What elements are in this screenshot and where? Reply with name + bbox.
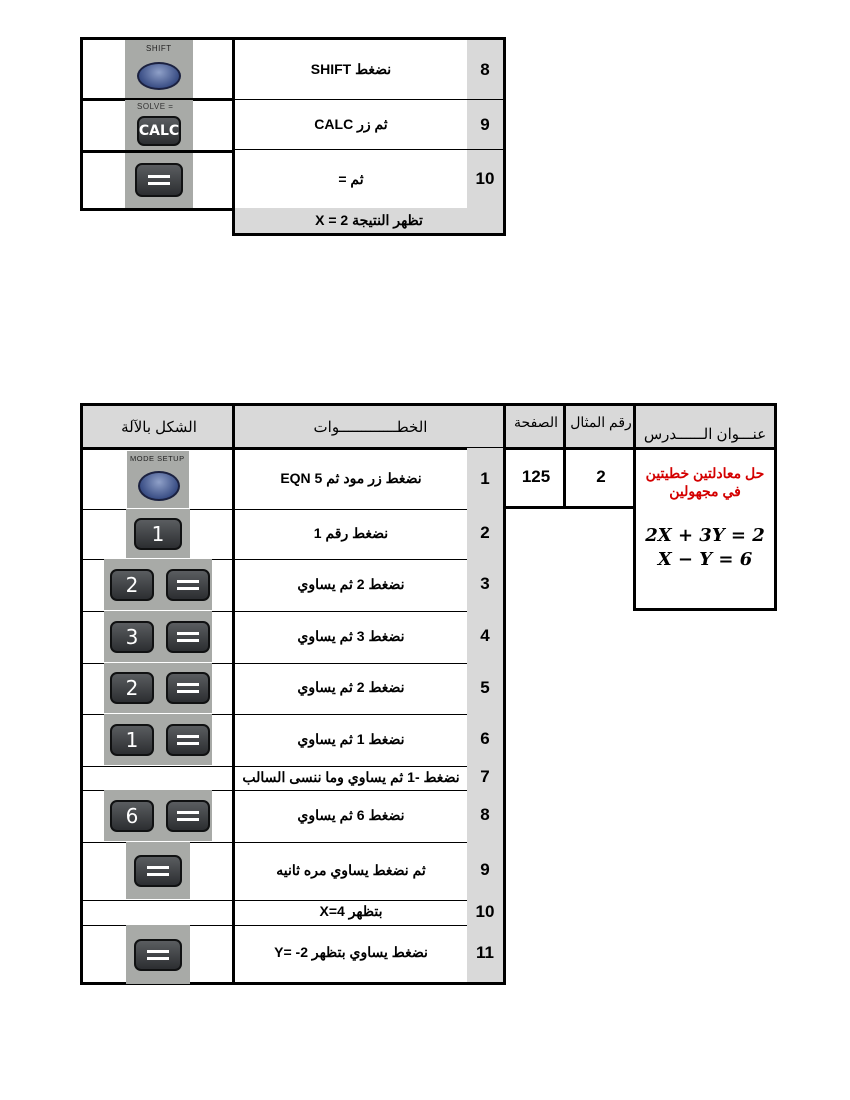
shift-key-icon: SHIFT — [125, 40, 193, 98]
key-2-icon: 2 — [110, 569, 154, 601]
equals-key-icon — [125, 153, 193, 208]
key-strip — [104, 559, 212, 610]
equals-key-icon — [166, 621, 210, 653]
header-page: الصفحة — [503, 403, 566, 450]
equals-key-icon — [166, 672, 210, 704]
page-number: 125 — [503, 448, 566, 509]
step-number: 10 — [467, 150, 506, 209]
step-number: 1 — [467, 448, 506, 510]
step-text: ثم نضغط يساوي مره ثانيه — [232, 840, 470, 901]
equals-key-icon — [166, 800, 210, 832]
equation-1: 2X + 3Y = 2 — [645, 525, 765, 546]
equals-key-icon — [134, 855, 182, 887]
equals-key-icon — [134, 939, 182, 971]
step-number: 10 — [467, 898, 506, 926]
step-number: 8 — [467, 37, 506, 100]
shape-cell — [80, 898, 235, 926]
mode-key-icon — [127, 451, 189, 508]
lesson-title-line2: في مجهولين — [669, 483, 741, 499]
equals-key-icon — [166, 569, 210, 601]
header-shape: الشكل بالآلة — [80, 403, 235, 450]
step-number: 11 — [467, 923, 506, 985]
lesson-title-line1: حل معادلتين خطيتين — [645, 465, 765, 481]
step-number: 6 — [467, 712, 506, 767]
mode-oval — [138, 471, 180, 501]
key-1-icon: 1 — [134, 518, 182, 550]
key-strip — [104, 663, 212, 713]
equation-2: X − Y = 6 — [657, 549, 753, 570]
step-text: نضغط يساوي بتظهر Y= -2 — [232, 923, 470, 985]
step-number: 5 — [467, 661, 506, 715]
key-strip — [104, 714, 212, 765]
result-text: تظهر النتيجة X = 2 — [232, 208, 506, 236]
key-6-icon: 6 — [110, 800, 154, 832]
step-text: نضغط 3 ثم يساوي — [232, 609, 470, 664]
shape-cell — [80, 764, 235, 791]
step-number: 9 — [467, 840, 506, 901]
step-text: نضغط 2 ثم يساوي — [232, 661, 470, 715]
step-text: نضغط SHIFT — [232, 37, 470, 100]
key-strip — [126, 925, 190, 984]
step-text: نضغط 2 ثم يساوي — [232, 557, 470, 612]
step-text: بتظهر X=4 — [232, 898, 470, 926]
step-text: ثم زر CALC — [232, 100, 470, 150]
key-strip — [126, 842, 190, 899]
step-text: نضغط 1 ثم يساوي — [232, 712, 470, 767]
key-1-icon: 1 — [110, 724, 154, 756]
step-text: ثم = — [232, 150, 470, 209]
step-number: 7 — [467, 764, 506, 791]
step-number: 8 — [467, 788, 506, 843]
header-steps: الخطـــــــــــــوات — [232, 403, 506, 450]
step-number: 4 — [467, 609, 506, 664]
step-number: 3 — [467, 557, 506, 612]
mode-key-label: MODE SETUP — [130, 454, 185, 463]
key-2-icon: 2 — [110, 672, 154, 704]
step-text: نضغط -1 ثم يساوي وما ننسى السالب — [232, 764, 470, 791]
key-strip — [104, 790, 212, 841]
key-strip — [126, 509, 190, 558]
equals-key-icon — [166, 724, 210, 756]
lesson-cell — [633, 448, 777, 611]
key-strip — [104, 611, 212, 662]
example-number: 2 — [563, 448, 636, 509]
step-text: نضغط 6 ثم يساوي — [232, 788, 470, 843]
step-number: 9 — [467, 100, 506, 150]
key-3-icon: 3 — [110, 621, 154, 653]
calc-key-icon: SOLVE = CALC — [125, 100, 193, 150]
step-number: 2 — [467, 507, 506, 560]
step-text: نضغط زر مود ثم EQN 5 — [232, 448, 470, 510]
header-example-number: رقم المثال — [563, 403, 636, 450]
step-text: نضغط رقم 1 — [232, 507, 470, 560]
header-lesson-title: عنـــوان الــــــدرس — [633, 403, 777, 450]
